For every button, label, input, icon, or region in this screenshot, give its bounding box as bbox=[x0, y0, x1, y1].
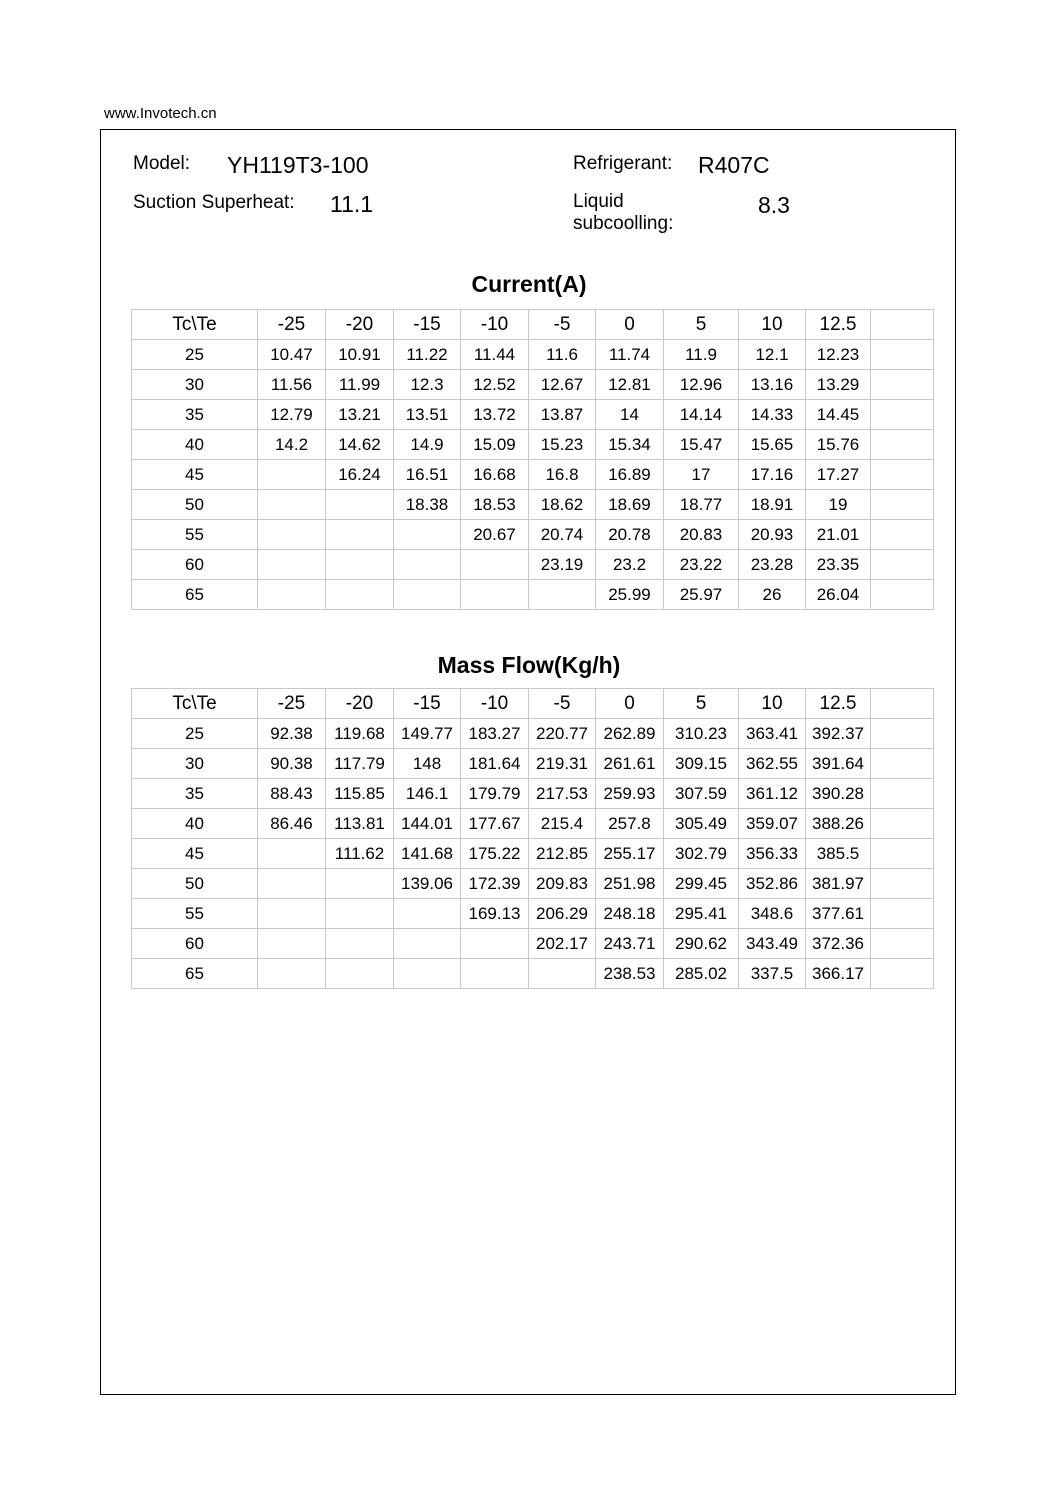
table-cell bbox=[529, 580, 596, 610]
column-header: -15 bbox=[394, 310, 461, 340]
table-cell bbox=[326, 959, 394, 989]
table-cell: 14.33 bbox=[739, 400, 806, 430]
table-cell: 92.38 bbox=[258, 719, 326, 749]
massflow-table-title: Mass Flow(Kg/h) bbox=[437, 652, 621, 678]
column-header: 12.5 bbox=[806, 689, 871, 719]
table-cell: 285.02 bbox=[664, 959, 739, 989]
table-header-row bbox=[132, 310, 934, 340]
row-header-cell: 55 bbox=[132, 520, 258, 550]
row-header-cell: 25 bbox=[132, 340, 258, 370]
table-cell: 23.28 bbox=[739, 550, 806, 580]
table-cell: 20.67 bbox=[461, 520, 529, 550]
table-cell bbox=[871, 550, 934, 580]
column-header: -10 bbox=[461, 310, 529, 340]
table-cell: 217.53 bbox=[529, 779, 596, 809]
table-cell: 385.5 bbox=[806, 839, 871, 869]
row-header-cell: 60 bbox=[132, 550, 258, 580]
table-cell: 20.78 bbox=[596, 520, 664, 550]
table-cell bbox=[258, 520, 326, 550]
table-cell: 16.51 bbox=[394, 460, 461, 490]
column-header: -15 bbox=[394, 689, 461, 719]
model-value: YH119T3-100 bbox=[227, 152, 369, 178]
row-header-cell: 60 bbox=[132, 929, 258, 959]
table-cell bbox=[871, 749, 934, 779]
table-cell: 11.99 bbox=[326, 370, 394, 400]
table-row bbox=[132, 869, 934, 899]
table-row bbox=[132, 340, 934, 370]
table-row bbox=[132, 839, 934, 869]
table-cell bbox=[258, 959, 326, 989]
table-cell: 261.61 bbox=[596, 749, 664, 779]
table-cell: 14.45 bbox=[806, 400, 871, 430]
table-cell: 356.33 bbox=[739, 839, 806, 869]
table-row bbox=[132, 370, 934, 400]
table-cell bbox=[871, 430, 934, 460]
column-header: Tc\Te bbox=[132, 310, 258, 340]
table-cell: 290.62 bbox=[664, 929, 739, 959]
table-cell: 23.2 bbox=[596, 550, 664, 580]
table-row bbox=[132, 580, 934, 610]
table-cell: 20.74 bbox=[529, 520, 596, 550]
table-cell: 302.79 bbox=[664, 839, 739, 869]
table-cell: 219.31 bbox=[529, 749, 596, 779]
table-cell: 18.53 bbox=[461, 490, 529, 520]
table-cell: 18.62 bbox=[529, 490, 596, 520]
table-cell bbox=[529, 959, 596, 989]
model-label: Model: bbox=[133, 153, 191, 174]
table-cell: 115.85 bbox=[326, 779, 394, 809]
table-cell: 15.65 bbox=[739, 430, 806, 460]
table-cell bbox=[394, 580, 461, 610]
table-cell: 12.81 bbox=[596, 370, 664, 400]
superheat-value: 11.1 bbox=[330, 191, 374, 217]
table-cell: 11.74 bbox=[596, 340, 664, 370]
current-table bbox=[131, 309, 934, 610]
massflow-table bbox=[131, 688, 934, 989]
table-cell: 18.77 bbox=[664, 490, 739, 520]
table-cell: 251.98 bbox=[596, 869, 664, 899]
table-cell bbox=[461, 550, 529, 580]
table-cell: 212.85 bbox=[529, 839, 596, 869]
table-cell: 14 bbox=[596, 400, 664, 430]
column-header: 5 bbox=[664, 310, 739, 340]
table-cell: 148 bbox=[394, 749, 461, 779]
table-cell: 12.23 bbox=[806, 340, 871, 370]
table-cell: 209.83 bbox=[529, 869, 596, 899]
table-cell: 243.71 bbox=[596, 929, 664, 959]
table-row bbox=[132, 809, 934, 839]
table-cell: 299.45 bbox=[664, 869, 739, 899]
table-cell: 337.5 bbox=[739, 959, 806, 989]
table-cell bbox=[258, 580, 326, 610]
table-cell bbox=[871, 580, 934, 610]
table-cell bbox=[394, 520, 461, 550]
table-cell: 388.26 bbox=[806, 809, 871, 839]
table-cell bbox=[394, 899, 461, 929]
table-cell bbox=[258, 490, 326, 520]
column-header: Tc\Te bbox=[132, 689, 258, 719]
table-cell: 172.39 bbox=[461, 869, 529, 899]
table-cell: 13.29 bbox=[806, 370, 871, 400]
table-cell: 13.51 bbox=[394, 400, 461, 430]
table-cell bbox=[871, 899, 934, 929]
current-table-title: Current(A) bbox=[471, 271, 587, 297]
table-cell: 17.27 bbox=[806, 460, 871, 490]
row-header-cell: 35 bbox=[132, 779, 258, 809]
table-cell bbox=[326, 550, 394, 580]
table-row bbox=[132, 929, 934, 959]
table-cell: 220.77 bbox=[529, 719, 596, 749]
table-cell: 15.34 bbox=[596, 430, 664, 460]
table-cell: 255.17 bbox=[596, 839, 664, 869]
table-cell: 309.15 bbox=[664, 749, 739, 779]
table-cell: 14.62 bbox=[326, 430, 394, 460]
table-cell: 390.28 bbox=[806, 779, 871, 809]
table-cell: 88.43 bbox=[258, 779, 326, 809]
table-cell bbox=[461, 959, 529, 989]
subcooling-value: 8.3 bbox=[758, 192, 790, 218]
column-header: 5 bbox=[664, 689, 739, 719]
table-row bbox=[132, 749, 934, 779]
table-cell: 144.01 bbox=[394, 809, 461, 839]
table-cell: 23.35 bbox=[806, 550, 871, 580]
row-header-cell: 30 bbox=[132, 370, 258, 400]
table-cell: 15.47 bbox=[664, 430, 739, 460]
table-cell bbox=[326, 520, 394, 550]
table-cell: 310.23 bbox=[664, 719, 739, 749]
table-cell: 141.68 bbox=[394, 839, 461, 869]
table-row bbox=[132, 550, 934, 580]
table-cell: 361.12 bbox=[739, 779, 806, 809]
table-cell: 17 bbox=[664, 460, 739, 490]
table-cell: 119.68 bbox=[326, 719, 394, 749]
table-cell: 362.55 bbox=[739, 749, 806, 779]
table-cell: 305.49 bbox=[664, 809, 739, 839]
table-cell: 352.86 bbox=[739, 869, 806, 899]
table-cell: 377.61 bbox=[806, 899, 871, 929]
table-cell bbox=[326, 869, 394, 899]
row-header-cell: 50 bbox=[132, 869, 258, 899]
table-cell bbox=[258, 899, 326, 929]
table-cell: 372.36 bbox=[806, 929, 871, 959]
table-cell bbox=[871, 520, 934, 550]
table-cell bbox=[326, 580, 394, 610]
table-cell bbox=[258, 460, 326, 490]
table-row bbox=[132, 779, 934, 809]
table-cell bbox=[871, 370, 934, 400]
table-cell: 11.22 bbox=[394, 340, 461, 370]
column-header: -20 bbox=[326, 689, 394, 719]
table-cell bbox=[871, 460, 934, 490]
table-cell: 13.87 bbox=[529, 400, 596, 430]
table-cell: 90.38 bbox=[258, 749, 326, 779]
table-cell: 391.64 bbox=[806, 749, 871, 779]
table-cell: 10.47 bbox=[258, 340, 326, 370]
table-cell: 146.1 bbox=[394, 779, 461, 809]
subcooling-label: Liquid subcoolling: bbox=[573, 191, 674, 234]
row-header-cell: 55 bbox=[132, 899, 258, 929]
row-header-cell: 65 bbox=[132, 959, 258, 989]
table-cell bbox=[258, 550, 326, 580]
table-row bbox=[132, 400, 934, 430]
row-header-cell: 45 bbox=[132, 460, 258, 490]
table-cell: 175.22 bbox=[461, 839, 529, 869]
table-cell: 12.67 bbox=[529, 370, 596, 400]
table-cell bbox=[258, 929, 326, 959]
table-cell: 183.27 bbox=[461, 719, 529, 749]
table-cell bbox=[871, 779, 934, 809]
table-cell: 169.13 bbox=[461, 899, 529, 929]
table-cell: 348.6 bbox=[739, 899, 806, 929]
table-cell: 392.37 bbox=[806, 719, 871, 749]
column-header: -10 bbox=[461, 689, 529, 719]
table-cell: 13.16 bbox=[739, 370, 806, 400]
table-cell bbox=[326, 899, 394, 929]
table-cell: 307.59 bbox=[664, 779, 739, 809]
table-cell: 26.04 bbox=[806, 580, 871, 610]
table-cell: 25.99 bbox=[596, 580, 664, 610]
column-header: 0 bbox=[596, 310, 664, 340]
column-header: -25 bbox=[258, 310, 326, 340]
table-cell: 17.16 bbox=[739, 460, 806, 490]
table-cell: 16.68 bbox=[461, 460, 529, 490]
table-cell: 257.8 bbox=[596, 809, 664, 839]
table-cell: 18.91 bbox=[739, 490, 806, 520]
table-cell: 11.6 bbox=[529, 340, 596, 370]
table-cell: 15.09 bbox=[461, 430, 529, 460]
column-header: -5 bbox=[529, 310, 596, 340]
refrigerant-label: Refrigerant: bbox=[573, 153, 673, 174]
column-header: 10 bbox=[739, 310, 806, 340]
table-cell: 16.89 bbox=[596, 460, 664, 490]
table-row bbox=[132, 430, 934, 460]
table-cell bbox=[326, 490, 394, 520]
table-cell bbox=[871, 400, 934, 430]
table-cell: 18.38 bbox=[394, 490, 461, 520]
row-header-cell: 30 bbox=[132, 749, 258, 779]
table-cell: 15.76 bbox=[806, 430, 871, 460]
table-cell: 21.01 bbox=[806, 520, 871, 550]
table-cell bbox=[871, 959, 934, 989]
column-header: -20 bbox=[326, 310, 394, 340]
column-header: 0 bbox=[596, 689, 664, 719]
superheat-label: Suction Superheat: bbox=[133, 192, 295, 213]
row-header-cell: 25 bbox=[132, 719, 258, 749]
table-cell: 12.3 bbox=[394, 370, 461, 400]
table-cell: 14.9 bbox=[394, 430, 461, 460]
table-row bbox=[132, 719, 934, 749]
table-cell: 359.07 bbox=[739, 809, 806, 839]
table-cell: 20.93 bbox=[739, 520, 806, 550]
table-cell: 13.72 bbox=[461, 400, 529, 430]
table-cell: 381.97 bbox=[806, 869, 871, 899]
column-header: -5 bbox=[529, 689, 596, 719]
column-header: 10 bbox=[739, 689, 806, 719]
table-cell: 25.97 bbox=[664, 580, 739, 610]
table-cell: 366.17 bbox=[806, 959, 871, 989]
row-header-cell: 45 bbox=[132, 839, 258, 869]
column-header bbox=[871, 689, 934, 719]
table-row bbox=[132, 959, 934, 989]
table-cell: 14.2 bbox=[258, 430, 326, 460]
row-header-cell: 40 bbox=[132, 809, 258, 839]
table-row bbox=[132, 490, 934, 520]
table-cell: 139.06 bbox=[394, 869, 461, 899]
table-cell: 12.79 bbox=[258, 400, 326, 430]
table-cell: 23.22 bbox=[664, 550, 739, 580]
table-row bbox=[132, 899, 934, 929]
refrigerant-value: R407C bbox=[698, 152, 770, 178]
table-cell: 179.79 bbox=[461, 779, 529, 809]
table-cell: 177.67 bbox=[461, 809, 529, 839]
table-cell: 16.8 bbox=[529, 460, 596, 490]
table-cell bbox=[871, 719, 934, 749]
table-cell: 19 bbox=[806, 490, 871, 520]
table-cell: 23.19 bbox=[529, 550, 596, 580]
table-header-row bbox=[132, 689, 934, 719]
table-cell: 12.52 bbox=[461, 370, 529, 400]
row-header-cell: 40 bbox=[132, 430, 258, 460]
table-cell: 111.62 bbox=[326, 839, 394, 869]
row-header-cell: 35 bbox=[132, 400, 258, 430]
table-cell: 363.41 bbox=[739, 719, 806, 749]
table-cell: 262.89 bbox=[596, 719, 664, 749]
table-cell: 181.64 bbox=[461, 749, 529, 779]
table-cell bbox=[461, 929, 529, 959]
table-cell bbox=[394, 959, 461, 989]
column-header bbox=[871, 310, 934, 340]
column-header: -25 bbox=[258, 689, 326, 719]
table-cell: 14.14 bbox=[664, 400, 739, 430]
table-cell: 26 bbox=[739, 580, 806, 610]
table-cell bbox=[871, 869, 934, 899]
table-cell: 206.29 bbox=[529, 899, 596, 929]
table-cell bbox=[461, 580, 529, 610]
table-cell: 238.53 bbox=[596, 959, 664, 989]
table-cell bbox=[871, 809, 934, 839]
table-cell: 13.21 bbox=[326, 400, 394, 430]
table-cell: 202.17 bbox=[529, 929, 596, 959]
table-cell: 11.9 bbox=[664, 340, 739, 370]
table-cell bbox=[326, 929, 394, 959]
table-cell: 11.44 bbox=[461, 340, 529, 370]
table-cell: 113.81 bbox=[326, 809, 394, 839]
table-cell: 18.69 bbox=[596, 490, 664, 520]
table-cell: 86.46 bbox=[258, 809, 326, 839]
table-cell: 215.4 bbox=[529, 809, 596, 839]
table-cell: 248.18 bbox=[596, 899, 664, 929]
table-cell bbox=[871, 490, 934, 520]
column-header: 12.5 bbox=[806, 310, 871, 340]
row-header-cell: 50 bbox=[132, 490, 258, 520]
table-cell bbox=[394, 929, 461, 959]
table-cell bbox=[871, 839, 934, 869]
website-url: www.Invotech.cn bbox=[104, 105, 217, 122]
table-cell: 117.79 bbox=[326, 749, 394, 779]
table-cell bbox=[871, 340, 934, 370]
table-row bbox=[132, 520, 934, 550]
table-row bbox=[132, 460, 934, 490]
table-cell: 149.77 bbox=[394, 719, 461, 749]
table-cell: 259.93 bbox=[596, 779, 664, 809]
table-cell: 11.56 bbox=[258, 370, 326, 400]
row-header-cell: 65 bbox=[132, 580, 258, 610]
table-cell: 12.96 bbox=[664, 370, 739, 400]
table-cell: 343.49 bbox=[739, 929, 806, 959]
table-cell bbox=[394, 550, 461, 580]
table-cell: 15.23 bbox=[529, 430, 596, 460]
table-cell bbox=[258, 869, 326, 899]
table-cell bbox=[871, 929, 934, 959]
table-cell bbox=[258, 839, 326, 869]
table-cell: 12.1 bbox=[739, 340, 806, 370]
table-cell: 10.91 bbox=[326, 340, 394, 370]
table-cell: 20.83 bbox=[664, 520, 739, 550]
table-cell: 16.24 bbox=[326, 460, 394, 490]
table-cell: 295.41 bbox=[664, 899, 739, 929]
